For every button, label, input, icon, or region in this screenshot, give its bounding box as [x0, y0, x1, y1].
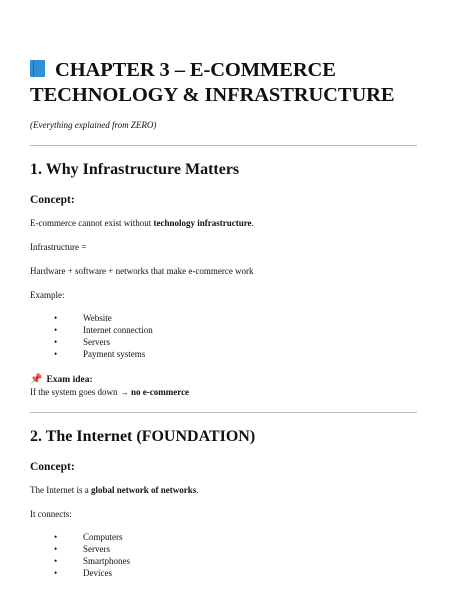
section1-intro-bold: technology infrastructure [153, 218, 252, 228]
exam-idea-heading [30, 374, 417, 386]
section-divider [30, 145, 417, 146]
book-icon [30, 60, 45, 77]
exam-idea-label: Exam idea: [46, 375, 93, 385]
chapter-title [30, 58, 417, 108]
exam-idea-text [30, 386, 417, 398]
example-label: Example: [30, 290, 65, 300]
infrastructure-definition: Hardware + software + networks that make e-commerce work [30, 266, 254, 276]
section-divider [30, 412, 417, 413]
list-item: • Servers [54, 336, 417, 348]
list-item: • Computers [54, 531, 417, 543]
chapter-subtitle: (Everything explained from ZERO) [30, 120, 157, 130]
section1-intro-pre: E-commerce cannot exist without [30, 218, 154, 228]
pushpin-icon: 📌 [30, 374, 43, 385]
exam-idea-pre: If the system goes down → [30, 387, 131, 397]
chapter-title-line2: TECHNOLOGY & INFRASTRUCTURE [30, 84, 395, 106]
example-list [30, 312, 417, 360]
chapter-title-line1: CHAPTER 3 – E-COMMERCE [55, 59, 336, 81]
list-item: • Internet connection [54, 324, 417, 336]
section2-intro [30, 484, 417, 496]
section2-intro-pre: The Internet is a [30, 485, 91, 495]
list-item: • Smartphones [54, 555, 417, 567]
infrastructure-label: Infrastructure = [30, 242, 87, 252]
list-item: • Payment systems [54, 348, 417, 360]
section2-intro-post: . [196, 485, 199, 495]
connects-label: It connects: [30, 509, 72, 519]
list-item: • Servers [54, 543, 417, 555]
list-item: • Website [54, 312, 417, 324]
section1-intro-post: . [251, 218, 254, 228]
section1-intro [30, 217, 417, 229]
list-item: • Devices [54, 567, 417, 579]
exam-idea-bold: no e-commerce [131, 387, 190, 397]
section2-heading: 2. The Internet (FOUNDATION) [30, 428, 256, 445]
section1-heading: 1. Why Infrastructure Matters [30, 161, 240, 178]
section2-concept-label: Concept: [30, 461, 75, 473]
section1-concept-label: Concept: [30, 194, 75, 206]
section2-intro-bold: global network of networks [90, 485, 197, 495]
connects-list [30, 531, 417, 579]
